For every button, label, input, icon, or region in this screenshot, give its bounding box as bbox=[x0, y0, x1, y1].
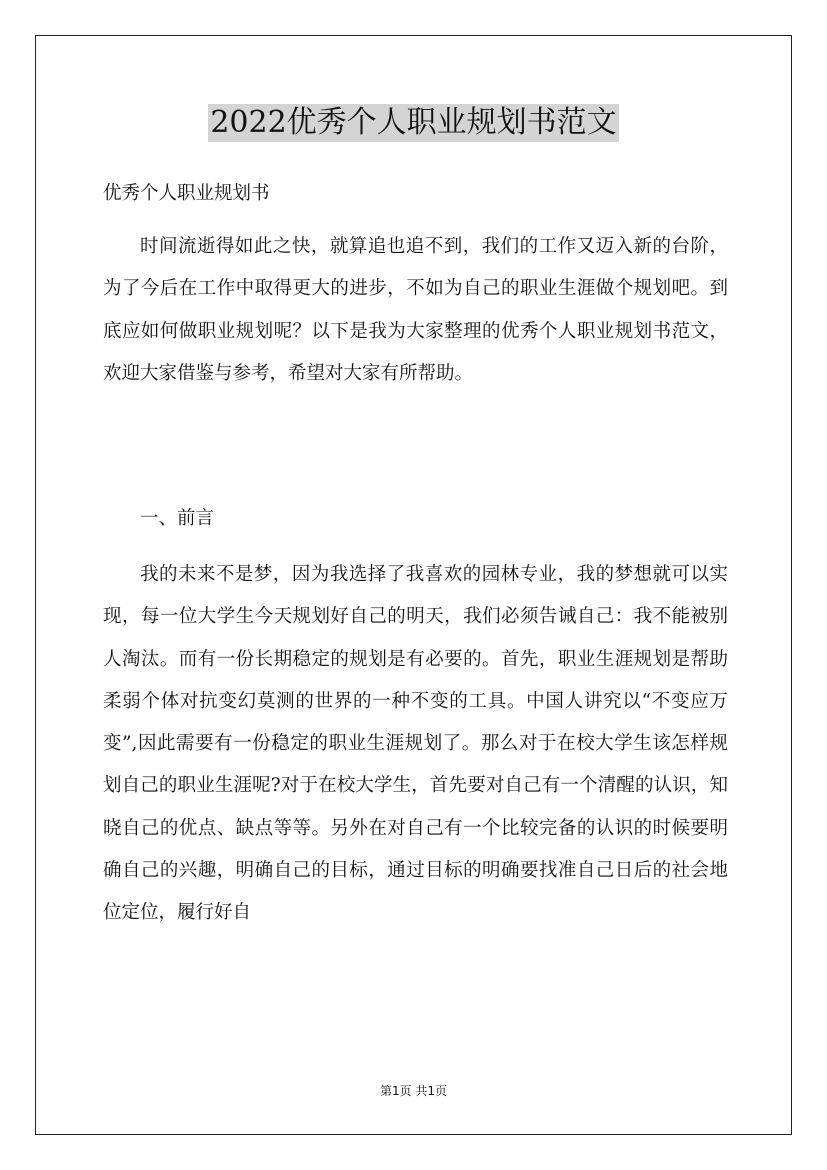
section-paragraph: 我的未来不是梦，因为我选择了我喜欢的园林专业，我的梦想就可以实现，每一位大学生今天规划好自己的明天，我们必须告诫自己：我不能被别人淘汰。而有一份长期稳定的规划是有必要的。首先，职业生涯规划是帮助柔弱个体对抗变幻莫测的世界的一种不变的工具。中国人讲究以“不变应万变”,因此需要有一份稳定的职业生涯规划了。那么对于在校大学生该怎样规划自己的职业生涯呢?对于在校大学生，首先要对自己有一个清醒的认识，知晓自己的优点、缺点等等。另外在对自己有一个比较完备的认识的时候要明确自己的兴趣，明确自己的目标，通过目标的明确要找准自己日后的社会地位定位，履行好自 bbox=[103, 564, 728, 924]
document-subtitle: 优秀个人职业规划书 bbox=[103, 183, 270, 204]
title-container bbox=[0, 104, 827, 142]
document-title: 2022优秀个人职业规划书范文 bbox=[210, 105, 617, 140]
section-heading: 一、前言 bbox=[140, 508, 215, 529]
page-footer: 第1页 共1页 bbox=[379, 1084, 448, 1098]
intro-paragraph: 时间流逝得如此之快，就算追也追不到，我们的工作又迈入新的台阶，为了今后在工作中取得更大的进步，不如为自己的职业生涯做个规划吧。到底应如何做职业规划呢？以下是我为大家整理的优秀个人职业规划书范文，欢迎大家借鉴与参考，希望对大家有所帮助。 bbox=[103, 236, 728, 384]
